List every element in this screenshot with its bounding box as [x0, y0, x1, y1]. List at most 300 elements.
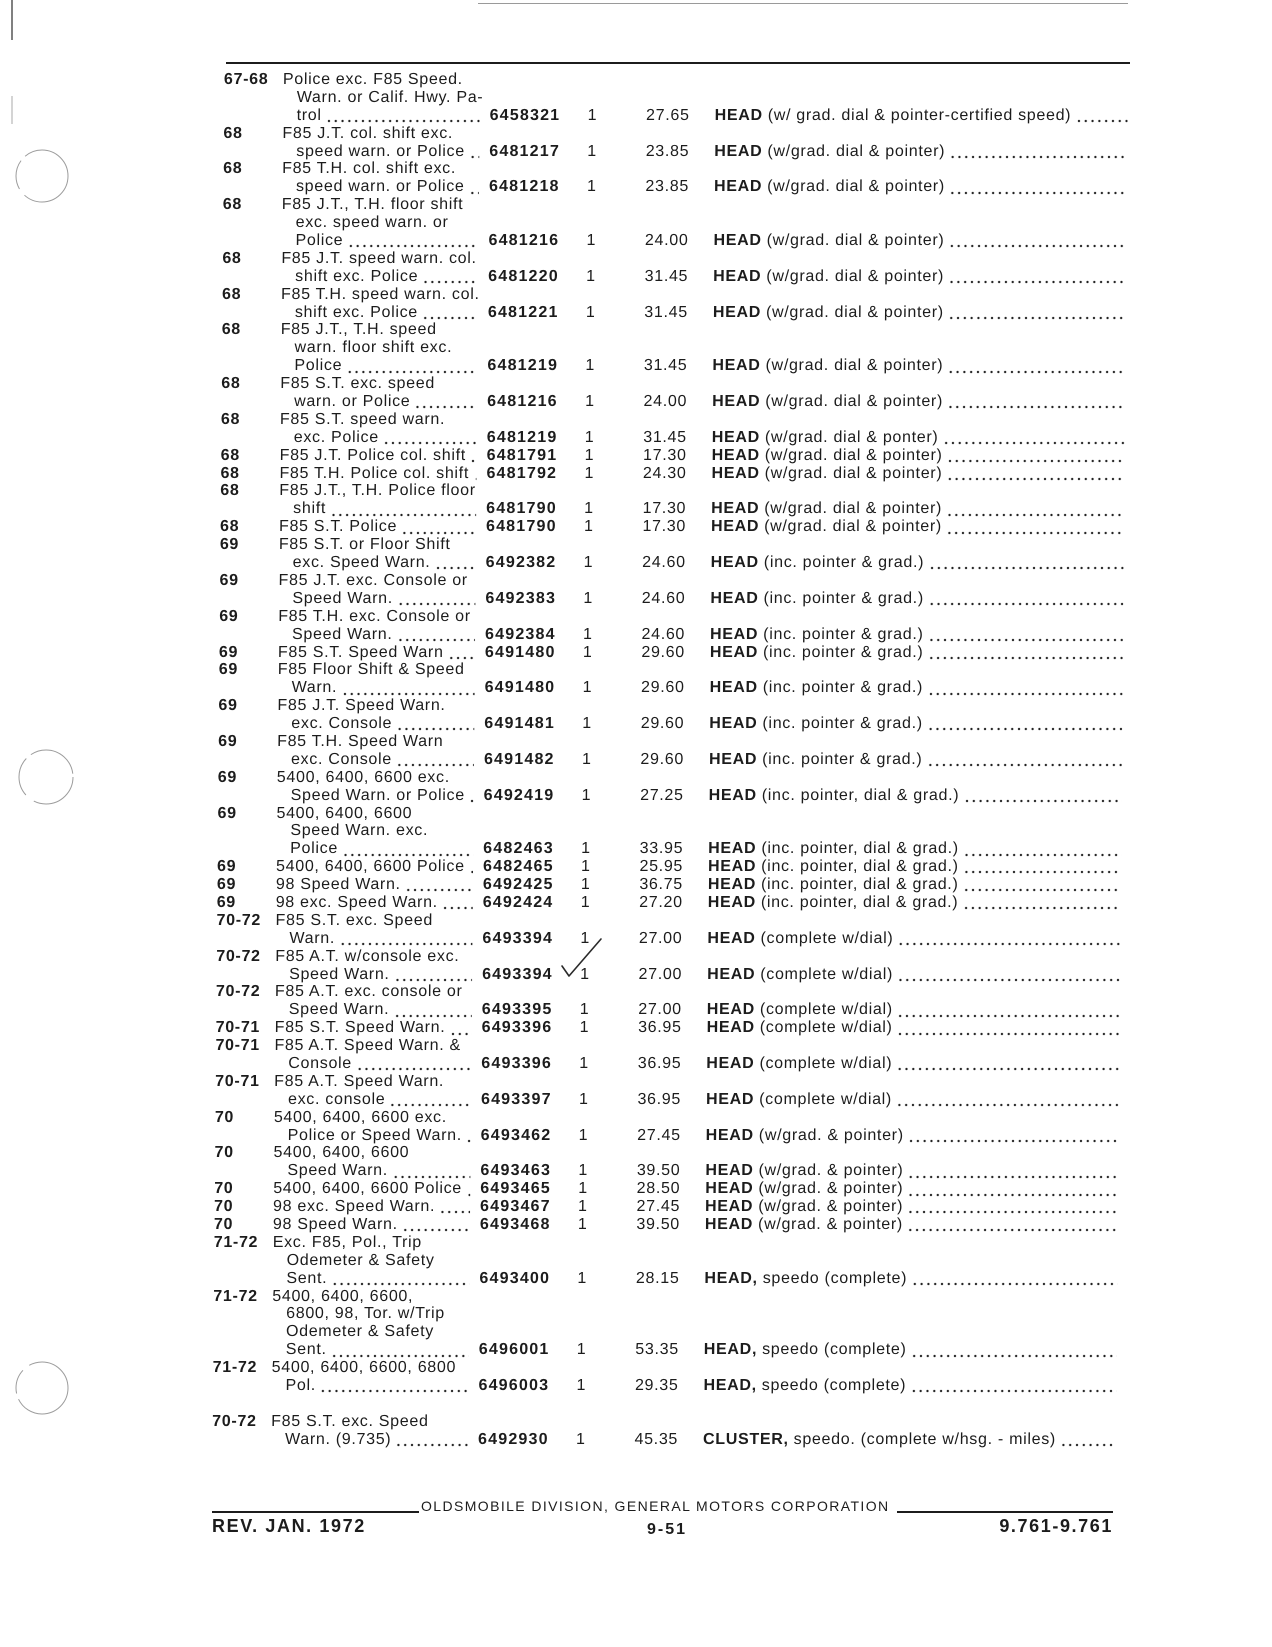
part-name: HEAD — [710, 518, 760, 536]
entry-line — [0, 1377, 1261, 1395]
application-description — [295, 304, 478, 322]
list-price: 24.00 — [644, 232, 689, 250]
part-entry — [0, 769, 1266, 805]
entry-line — [0, 1073, 1263, 1091]
list-price: 29.35 — [634, 1377, 679, 1395]
quantity: 1 — [577, 1216, 588, 1233]
dot-leader — [927, 626, 1124, 644]
description-text: 5400, 6400, 6600 exc. — [273, 1108, 448, 1126]
description-text: F85 T.H. exc. Console or — [278, 607, 471, 625]
model-year: 69 — [218, 661, 239, 679]
part-name: HEAD, — [703, 1341, 758, 1359]
application-description — [296, 143, 479, 161]
dot-leader — [448, 1019, 471, 1037]
list-price: 53.35 — [635, 1341, 679, 1359]
entry-line — [0, 1055, 1263, 1073]
quantity: 1 — [585, 357, 596, 375]
description-text: 5400, 6400, 6600 — [276, 804, 413, 822]
description-text: 5400, 6400, 6600 — [273, 1144, 410, 1162]
entry-line — [0, 930, 1265, 948]
part-name: HEAD — [705, 1162, 754, 1180]
top-rule — [226, 62, 1130, 64]
model-year: 70-72 — [215, 983, 261, 1001]
part-detail: (w/grad. dial & pointer) — [765, 303, 944, 321]
entry-line — [0, 1198, 1262, 1216]
model-year: 68 — [222, 249, 242, 267]
application-description — [271, 1413, 468, 1431]
part-name: HEAD, — [704, 1269, 758, 1287]
description-text: Odemeter & Safety — [285, 1323, 435, 1341]
part-detail: (inc. pointer & grad.) — [763, 589, 924, 607]
dot-leader — [895, 1055, 1119, 1073]
part-name: HEAD — [710, 554, 759, 572]
part-number: 6492382 — [485, 554, 557, 572]
part-detail: (w/grad. dial & pointer) — [765, 393, 944, 411]
entry-line — [0, 482, 1268, 500]
list-price: 27.00 — [638, 1001, 682, 1019]
application-description — [273, 1180, 470, 1198]
application-description — [280, 375, 477, 393]
description-text: Police — [290, 840, 339, 858]
application-description — [274, 1073, 471, 1091]
part-entry — [0, 1019, 1264, 1037]
entry-line — [0, 751, 1266, 769]
entry-line — [0, 1270, 1262, 1288]
part-name: HEAD — [711, 428, 761, 446]
part-number: 6491480 — [484, 679, 556, 697]
entry-line — [0, 178, 1271, 196]
part-name: HEAD — [707, 929, 756, 947]
quantity: 1 — [584, 428, 595, 446]
quantity: 1 — [580, 893, 591, 911]
entry-line — [0, 411, 1269, 429]
model-year: 68 — [222, 196, 243, 214]
list-price: 31.45 — [643, 428, 687, 446]
part-name: HEAD — [708, 750, 758, 768]
application-description — [280, 411, 477, 429]
description-text: Warn. — [291, 679, 338, 697]
list-price: 39.50 — [636, 1162, 681, 1180]
part-name: HEAD — [713, 178, 763, 196]
part-number: 6491481 — [484, 715, 556, 733]
entry-line — [0, 71, 1272, 89]
part-name-cell — [710, 590, 1123, 608]
entry-line — [0, 608, 1267, 626]
model-year: 69 — [218, 732, 238, 750]
quantity: 1 — [580, 929, 591, 947]
part-name-cell — [714, 143, 1127, 161]
part-entry — [0, 447, 1269, 465]
model-year: 68 — [221, 321, 242, 339]
part-entry — [0, 805, 1266, 859]
application-description — [289, 930, 472, 948]
application-description — [276, 805, 473, 823]
list-price: 24.60 — [641, 589, 686, 607]
list-price: 31.45 — [644, 303, 688, 321]
dot-leader — [906, 1162, 1118, 1180]
parts-group — [0, 1413, 1260, 1449]
model-year: 69 — [219, 571, 239, 589]
description-text: Warn. or Calif. Hwy. Pa- — [296, 88, 484, 106]
dot-leader — [947, 304, 1126, 322]
description-text: 98 exc. Speed Warn. — [273, 1198, 436, 1216]
part-entry — [0, 572, 1268, 608]
dot-leader — [330, 1341, 469, 1359]
quantity: 1 — [577, 1269, 588, 1287]
part-entry — [0, 1198, 1262, 1216]
dot-leader — [396, 590, 476, 608]
description-text: Police — [294, 357, 343, 375]
model-year: 69 — [216, 876, 237, 894]
list-price: 28.50 — [636, 1180, 681, 1198]
application-description — [279, 465, 476, 483]
dot-leader — [948, 178, 1127, 196]
part-name-cell — [712, 357, 1125, 375]
description-text: F85 J.T., T.H. floor shift — [281, 196, 464, 214]
description-text: exc. console — [287, 1090, 386, 1108]
dot-leader — [945, 447, 1124, 465]
application-description — [272, 1359, 469, 1377]
entry-line — [0, 1162, 1262, 1180]
entry-line — [0, 1019, 1264, 1037]
part-detail: (complete w/dial) — [760, 965, 894, 983]
part-number: 6493395 — [481, 1001, 553, 1019]
part-number: 6481790 — [485, 518, 557, 536]
description-text: exc. Console — [290, 750, 392, 768]
part-number: 6481219 — [486, 428, 558, 446]
quantity: 1 — [582, 643, 593, 661]
description-text: Console — [288, 1054, 353, 1072]
part-detail: (inc. pointer & grad.) — [762, 643, 924, 661]
part-number: 6481219 — [487, 357, 559, 375]
dot-leader — [392, 1001, 472, 1019]
model-year: 70 — [214, 1180, 234, 1198]
part-name: HEAD — [708, 840, 757, 858]
description-text: F85 J.T., T.H. speed — [280, 321, 437, 339]
description-text: Warn. (9.735) — [284, 1430, 392, 1448]
entry-line — [0, 1288, 1261, 1306]
part-number: 6481221 — [487, 303, 559, 321]
part-name-cell — [710, 644, 1123, 662]
entry-line — [0, 769, 1266, 787]
dot-leader — [325, 107, 480, 125]
model-year: 68 — [223, 160, 243, 178]
application-description — [277, 769, 474, 787]
part-entry — [0, 733, 1266, 769]
part-name-cell — [706, 1055, 1119, 1073]
entry-line — [0, 1216, 1262, 1234]
dot-leader — [469, 447, 477, 465]
model-year: 68 — [221, 375, 241, 393]
list-price: 39.50 — [636, 1216, 681, 1233]
quantity: 1 — [584, 464, 595, 482]
application-description — [286, 1323, 469, 1341]
quantity: 1 — [586, 178, 597, 196]
part-number: 6493462 — [480, 1126, 552, 1144]
entry-line — [0, 590, 1267, 608]
description-text: F85 S.T. exc. Speed — [275, 911, 434, 929]
dot-leader — [433, 554, 475, 572]
application-description — [281, 250, 478, 268]
application-description — [292, 679, 475, 697]
part-detail: (w/grad. dial & pointer) — [764, 518, 943, 536]
part-name: HEAD — [706, 1019, 755, 1037]
part-number: 6493467 — [480, 1198, 551, 1216]
part-name: HEAD — [706, 1001, 756, 1019]
part-number: 6492384 — [485, 625, 556, 643]
part-name-cell — [713, 304, 1126, 322]
entry-line — [0, 232, 1271, 250]
dot-leader — [948, 143, 1127, 161]
dot-leader — [467, 178, 479, 196]
description-text: shift — [293, 500, 327, 518]
model-year: 70-71 — [215, 1072, 260, 1090]
description-text: F85 S.T. Police — [278, 518, 398, 536]
part-entry — [0, 125, 1272, 161]
description-text: F85 T.H. speed warn. col. — [280, 285, 480, 303]
application-description — [273, 1144, 470, 1162]
dot-leader — [400, 518, 476, 536]
entry-line — [0, 1413, 1260, 1431]
part-name-cell — [705, 1198, 1118, 1216]
list-price: 27.45 — [637, 1126, 681, 1144]
quantity: 1 — [581, 750, 592, 768]
quantity: 1 — [583, 625, 593, 643]
parts-group — [0, 71, 1272, 1395]
application-description — [282, 125, 479, 143]
application-description — [275, 1019, 472, 1037]
parts-list — [0, 71, 1272, 1449]
entry-line — [0, 948, 1264, 966]
quantity: 1 — [578, 1126, 589, 1144]
description-text: F85 S.T. exc. speed — [280, 375, 436, 393]
entry-line — [0, 1109, 1263, 1127]
dot-leader — [909, 1341, 1116, 1359]
part-number: 6481792 — [486, 464, 558, 482]
part-entry — [0, 697, 1267, 733]
application-description — [283, 71, 480, 89]
part-name: HEAD — [705, 1180, 754, 1198]
application-description — [279, 518, 476, 536]
part-name: HEAD — [705, 1126, 754, 1144]
application-description — [285, 1431, 468, 1449]
dot-leader — [1059, 1431, 1116, 1449]
part-name: HEAD — [709, 715, 758, 733]
entry-line — [0, 250, 1270, 268]
quantity: 1 — [581, 840, 591, 858]
application-description — [293, 554, 476, 572]
application-description — [287, 1252, 470, 1270]
part-detail: (w/grad. & pointer) — [758, 1180, 904, 1198]
part-name: HEAD — [708, 786, 757, 804]
application-description — [288, 1055, 471, 1073]
part-name-cell — [705, 1162, 1118, 1180]
part-detail: (w/grad. & pointer) — [758, 1126, 904, 1144]
quantity: 1 — [585, 303, 596, 321]
part-name: HEAD — [711, 446, 760, 464]
application-description — [273, 1198, 470, 1216]
entry-line — [0, 429, 1269, 447]
dot-leader — [468, 858, 473, 876]
list-price: 31.45 — [643, 357, 688, 375]
dot-leader — [441, 894, 473, 912]
dot-leader — [896, 1019, 1120, 1037]
part-entry — [0, 876, 1265, 894]
description-text: exc. speed warn. or — [295, 214, 449, 232]
description-text: F85 J.T. Police col. shift — [279, 446, 466, 464]
footer-rule-left — [212, 1511, 419, 1513]
application-description — [285, 1377, 468, 1395]
application-description — [281, 286, 478, 304]
entry-line — [0, 304, 1270, 322]
model-year: 68 — [223, 124, 243, 142]
list-price: 29.60 — [641, 643, 686, 661]
quantity: 1 — [586, 267, 596, 285]
dot-leader — [465, 1127, 471, 1145]
application-description — [276, 858, 473, 876]
entry-line — [0, 268, 1270, 286]
entry-line — [0, 518, 1268, 536]
part-name: HEAD — [706, 1054, 755, 1072]
dot-leader — [395, 715, 474, 733]
entry-line — [0, 1180, 1262, 1198]
dot-leader — [946, 357, 1125, 375]
dot-leader — [319, 1377, 469, 1395]
part-name: HEAD — [710, 589, 759, 607]
model-year: 68 — [220, 446, 240, 464]
dot-leader — [927, 590, 1124, 608]
part-name-cell — [707, 1001, 1120, 1019]
part-number: 6491480 — [484, 643, 556, 661]
part-number: 6492383 — [485, 589, 557, 607]
part-name-cell — [708, 894, 1121, 912]
description-text: exc. Speed Warn. — [292, 554, 431, 572]
dot-leader — [962, 858, 1122, 876]
quantity: 1 — [584, 446, 595, 464]
dot-leader — [962, 840, 1122, 858]
description-text: speed warn. or Police — [296, 142, 465, 160]
entry-line — [0, 626, 1267, 644]
quantity: 1 — [579, 1054, 590, 1072]
part-name-cell — [713, 232, 1126, 250]
model-year: 69 — [217, 804, 237, 822]
part-detail: (w/grad. dial & pointer) — [767, 178, 945, 196]
part-number: 6458321 — [489, 106, 561, 124]
application-description — [275, 983, 472, 1001]
part-detail: (w/grad. & pointer) — [758, 1198, 904, 1216]
description-text: F85 S.T. Speed Warn — [277, 643, 444, 661]
list-price: 36.95 — [638, 1019, 682, 1037]
description-text: F85 A.T. exc. console or — [274, 983, 463, 1001]
description-text: F85 S.T. speed warn. — [279, 410, 446, 428]
dot-leader — [962, 787, 1122, 805]
application-description — [278, 572, 475, 590]
dot-leader — [396, 626, 476, 644]
part-entry — [0, 250, 1270, 286]
part-detail: (w/grad. dial & pointer) — [764, 446, 943, 464]
part-detail: (w/grad. & pointer) — [758, 1216, 904, 1233]
dot-leader — [896, 930, 1120, 948]
entry-line — [0, 697, 1267, 715]
description-text: F85 S.T. exc. Speed — [271, 1412, 429, 1430]
dot-leader — [394, 1431, 468, 1449]
model-year: 69 — [217, 768, 238, 786]
part-detail: (inc. pointer & grad.) — [762, 750, 923, 768]
part-name-cell — [706, 1127, 1119, 1145]
part-name-cell — [707, 930, 1120, 948]
entry-line — [0, 822, 1265, 840]
part-detail: (inc. pointer & grad.) — [762, 679, 924, 697]
list-price: 29.60 — [640, 715, 685, 733]
part-detail: (w/grad. dial & pointer) — [766, 232, 945, 250]
description-text: 5400, 6400, 6600 Police — [273, 1180, 463, 1198]
part-name: HEAD — [714, 142, 763, 160]
part-detail: (complete w/dial) — [759, 1001, 893, 1019]
part-name-cell — [710, 626, 1123, 644]
part-number: 6482463 — [483, 840, 554, 858]
part-name: HEAD — [707, 965, 756, 983]
entry-line — [0, 107, 1272, 125]
application-description — [294, 393, 477, 411]
part-number: 6481216 — [488, 232, 560, 250]
dot-leader — [421, 268, 478, 286]
dot-leader — [946, 393, 1125, 411]
quantity: 1 — [578, 1162, 589, 1180]
part-number: 6493396 — [481, 1054, 553, 1072]
part-number: 6481216 — [487, 393, 558, 411]
entry-line — [0, 321, 1270, 339]
part-name-cell — [708, 840, 1121, 858]
part-name: CLUSTER, — [702, 1430, 789, 1448]
part-entry — [0, 1109, 1263, 1145]
application-description — [286, 1305, 469, 1323]
part-name: HEAD — [705, 1198, 754, 1216]
description-text: F85 J.T. speed warn. col. — [281, 249, 477, 267]
dot-leader — [341, 840, 473, 858]
part-number: 6493394 — [482, 929, 554, 947]
quantity: 1 — [584, 500, 594, 518]
description-text: F85 J.T. exc. Console or — [278, 571, 468, 589]
model-year: 68 — [220, 482, 240, 500]
entry-line — [0, 89, 1272, 107]
quantity: 1 — [576, 1341, 587, 1359]
part-number: 6493463 — [480, 1162, 552, 1180]
dot-leader — [404, 876, 473, 894]
application-description — [274, 1037, 471, 1055]
dot-leader — [465, 1180, 470, 1198]
part-detail: (inc. pointer, dial & grad.) — [760, 893, 959, 911]
part-detail: (w/grad. dial & pointer) — [764, 464, 943, 482]
part-detail: (inc. pointer & grad.) — [763, 625, 924, 643]
part-entry — [0, 1073, 1263, 1109]
part-name-cell — [711, 518, 1124, 536]
entry-line — [0, 393, 1269, 411]
part-name-cell — [712, 393, 1125, 411]
model-year: 70 — [214, 1144, 234, 1162]
application-description — [291, 751, 474, 769]
application-description — [295, 339, 478, 357]
application-description — [276, 912, 473, 930]
quantity: 1 — [578, 1198, 588, 1216]
application-description — [296, 214, 479, 232]
entry-line — [0, 1037, 1264, 1055]
application-description — [278, 661, 475, 679]
part-name-cell — [715, 107, 1128, 125]
application-description — [282, 196, 479, 214]
dot-leader — [346, 232, 478, 250]
description-text: Speed Warn. — [289, 965, 390, 983]
part-name: HEAD, — [703, 1377, 757, 1395]
